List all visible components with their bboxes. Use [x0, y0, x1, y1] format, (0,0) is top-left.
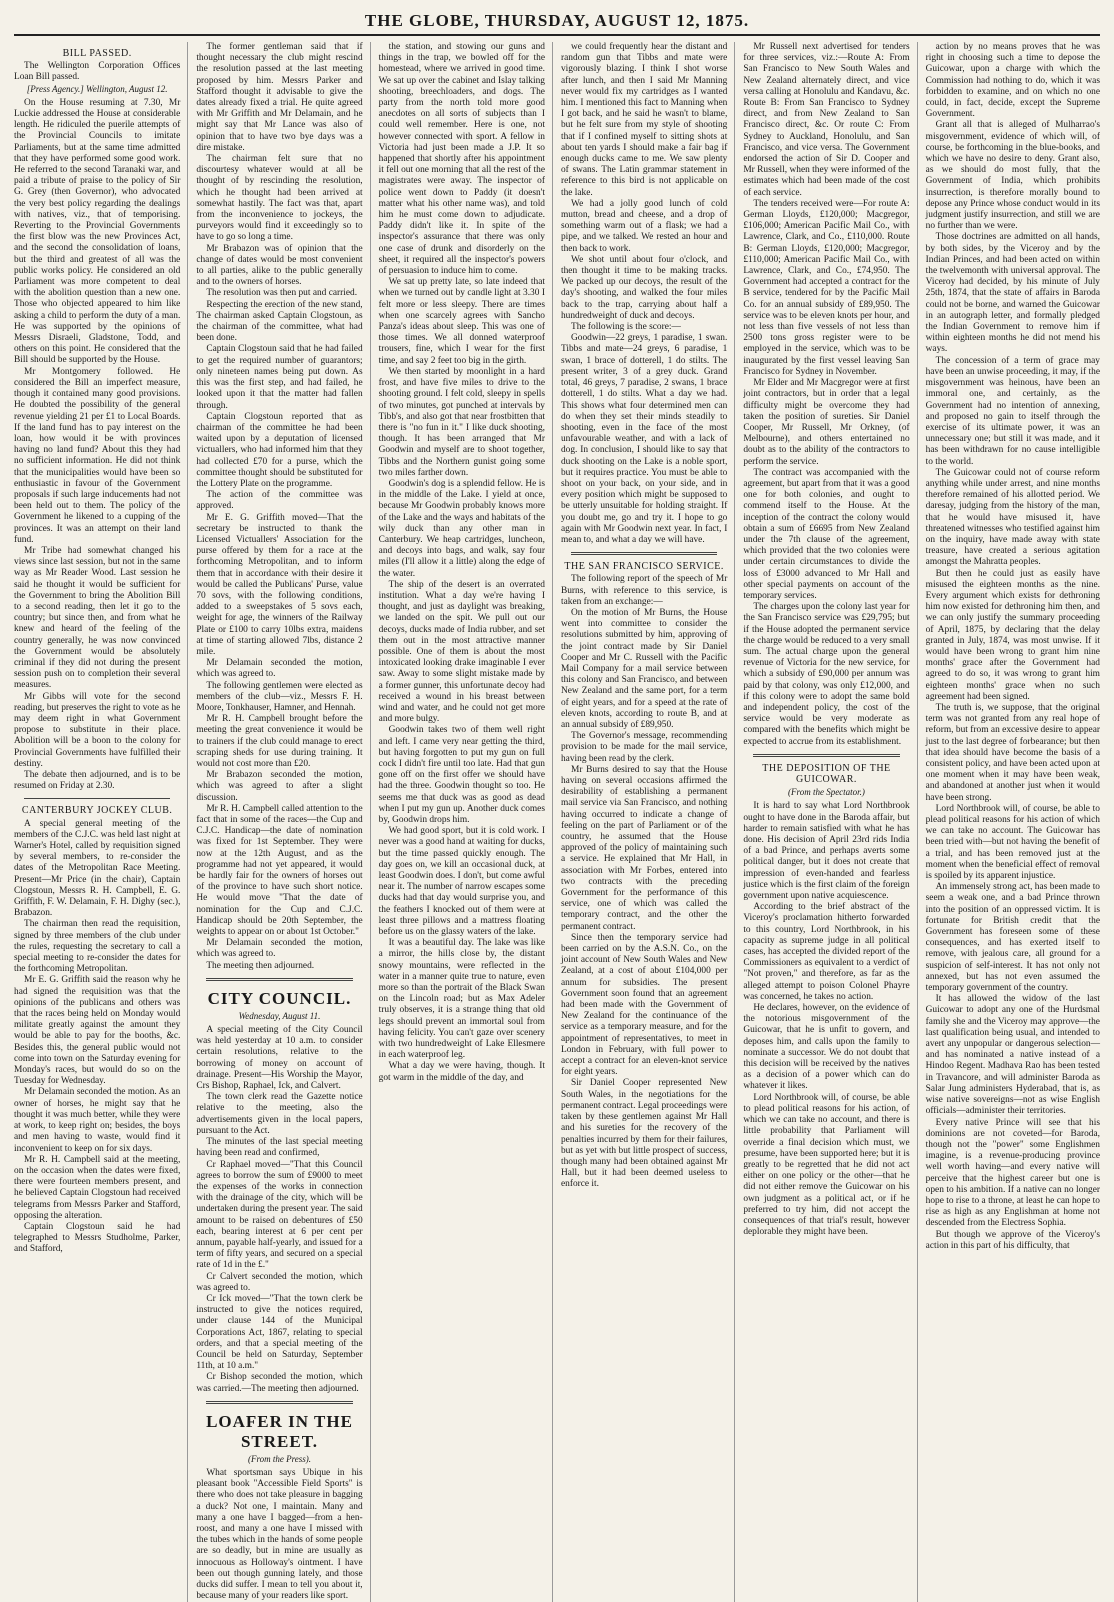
- article-paragraph: It has allowed the widow of the last Guicowar to adopt any one of the Hurdsmal family she and the Viceroy may approve—the last qualification being usual, and intended to avert any unpopular or dangerous selection—and has nominated a native instead of a Hindoo Regent. Madhava Rao has been tested in Travancore, and will administer Baroda as Salar Jung administers Hyderabad, that is, as wise native sovereigns—not as wise English officials—administer their territories.: [925, 994, 1100, 1117]
- article-paragraph: The minutes of the last special meeting having been read and confirmed,: [196, 1137, 363, 1159]
- article-paragraph: But though we approve of the Viceroy's action in this part of his difficulty, that: [925, 1229, 1100, 1251]
- article-paragraph: The ship of the desert is an overrated institution. What a day we're having I thought, and just as daylight was breaking, we landed on the spit. We pull out our decoys, ducks made of India rubber, and set them out in the most attractive manner possible. One of them is about the most intoxicated looking drake imaginable I ever saw. Away to some slight mistake made by a former gunner, this unfortunate decoy had received a wound in his breast between wind and water, and he could not get more and more bulgy.: [378, 579, 545, 725]
- article-paragraph: The tenders received were—For route A: German Lloyds, £120,000; Macgregor, £106,000; American Pacific Mail Co., with Lawrence, Clark, and Co., £110,000. Route B: German Lloyds, £120,000; Macgregor, £110,000; American Pacific Mail Co., with Lawrence, Clark, and Co., £74,950. The Government had accepted a contract for the B service, tendered for by the Pacific Mail Co. for an annual subsidy of £89,950. The service was to be eleven knots per hour, and not less than five vessels of not less than 2500 tons gross register were to be employed in the service, which was to be inaugurated by the first vessel leaving San Francisco for Sydney in November.: [743, 198, 910, 377]
- article-paragraph: Cr Calvert seconded the motion, which was agreed to.: [196, 1271, 363, 1293]
- article-paragraph: Since then the temporary service had been carried on by the A.S.N. Co., on the joint account of New South Wales and New Zealand, at a cost of about £104,000 per annum for subsidies. The present Government soon found that an agreement had been made with the Government of New Zealand for the continuance of the service as a temporary measure, and for the appointment of representatives, to meet in London in February, with full power to accept a contract for an eleven-knot service for eight years.: [560, 932, 728, 1078]
- article-paragraph: Goodwin—22 greys, 1 paradise, 1 swan. Tibbs and mate—24 greys, 6 paradise, 1 swan, 1 brace of dotterell, 1 do stilts. The present writer, 3 of a grey duck. Grand total, 46 greys, 7 paradise, 2 swans, 1 brace dotterell, 1 do stilts. What a day we had. This shows what four determined men can do when they set their minds steadily to shooting, even in the face of the most unfavourable weather, and with a lack of dog. In conclusion, I should like to say that duck shooting on the Lake is a noble sport, but it requires practice. You must be able to shoot on your back, on your side, and in every position which might be supposed to be utterly unsuitable for holding straight. If you doubt me, go and try it. I hope to go again with Mr Goodwin next year. In fact, I mean to, and what a day we will have.: [560, 333, 728, 545]
- article-paragraph: Grant all that is alleged of Mulharrao's misgovernment, evidence of which will, of course, be forthcoming in the blue-books, and which we have no desire to deny. Grant also, as we should do most fully, that the Government of India, which prohibits insurrection, is therefore morally bound to depose any Prince whose conduct would in its judgment justify insurrection, and still we are no further than we were.: [925, 120, 1100, 232]
- article-paragraph: Captain Clogstoun said he had telegraphed to Messrs Studholme, Parker, and Stafford,: [14, 1221, 181, 1255]
- article-headline: BILL PASSED.: [62, 48, 132, 59]
- article-paragraph: Mr R. H. Campbell brought before the meeting the great convenience it would be to trainers if the club could manage to erect scraping sheds for use during training. It would not cost more than £20.: [196, 714, 363, 769]
- article-paragraph: Cr Raphael moved—"That this Council agrees to borrow the sum of £9000 to meet the expenses of the works in connection with the drainage of the city, which will be undertaken during the present year. The said amount to be raised on debentures of £50 each, bearing interest at 6 per cent per annum, payable half-yearly, and issued for a term of fifty years, and secured on a special rate of 1d in the £.": [196, 1159, 363, 1271]
- article-paragraph: The Governor's message, recommending provision to be made for the mail service, having been read by the clerk.: [560, 731, 728, 764]
- article-paragraph: Cr Bishop seconded the motion, which was carried.—The meeting then adjourned.: [196, 1372, 363, 1394]
- article-paragraph: He declares, however, on the evidence of the notorious misgovernment of the Guicowar, that he is unfit to govern, and deposes him, and calls upon the family to nominate a successor. We do not doubt that this decision will be received by the natives as a decision of a power which can do whatever it likes.: [743, 1003, 910, 1092]
- article-paragraph: Lord Northbrook will, of course, be able to plead political reasons for his action of which we can take no account. The Guicowar has been tried with—but not having the benefit of a trial, and has been removed just at the moment when the beneficial effect of removal is spoiled by its apparent injustice.: [925, 803, 1100, 882]
- article-paragraph: The action of the committee was approved.: [196, 490, 363, 512]
- article-paragraph: The debate then adjourned, and is to be resumed on Friday at 2.30.: [14, 770, 181, 792]
- article-paragraph: A special general meeting of the members of the C.J.C. was held last night at Warner's Hotel, called by requisition signed by several members, to re-consider the dates of the Metropolitan Race Meeting. Present—Mr Price (in the chair), Captain Clogstoun, Messrs R. H. Campbell, E. G. Griffith, F. W. Delamain, F. H. Dighy (sec.), Brabazon.: [14, 818, 181, 919]
- column-4: [561, 42, 735, 1602]
- article-paragraph: According to the brief abstract of the Viceroy's proclamation hitherto forwarded to this country, Lord Northbrook, in his capacity as supreme judge in all political cases, has accepted the divided report of the Commissioners as equivalent to a verdict of "Not proven," and therefore, as far as the alleged attempt to poison Colonel Phayre was concerned, he takes no action.: [743, 902, 910, 1002]
- article-paragraph: The concession of a term of grace may have been an unwise proceeding, it may, if the misgovernment was heinous, have been an immoral one, and certainly, as the Government had no intention of annexing, and proposed no gain to itself through the exercise of its ultimate power, it was an unnecessary one; but still it was made, and it has been withdrawn for no cause intelligible to the world.: [925, 355, 1100, 467]
- article-paragraph: But then he could just as easily have misused the eighteen months as the nine. Every argument which exists for dethroning him now existed for dethroning him then, and we can only justify the summary proceeding of April, 1875, by declaring that the delay granted in July, 1874, was most unwise. If it would have been wrong to grant him nine months' grace after the Government had agreed to do so, it was wrong to grant him eighteen months' grace when no such agreement had been signed.: [925, 568, 1100, 702]
- article-paragraph: Mr Burns desired to say that the House having on several occasions affirmed the desirability of establishing a permanent mail service via San Francisco, and nothing having occurred to indicate a change of feeling on the part of Parliament or of the country, he assumed that the House approved of the policy of maintaining such a service. He explained that Mr Hall, in association with Mr Forbes, entered into two contracts with the preceding Government for the performance of this service, one of which was called the temporary contract, and the other the permanent contract.: [560, 764, 728, 932]
- article-paragraph: On the House resuming at 7.30, Mr Luckie addressed the House at considerable length. He ridiculed the puerile attempts of the Provincial Councils to imitate Parliaments, but at the same time admitted that they have performed some good work. He referred to the second Taranaki war, and paid a tribute of praise to the policy of Sir G. Grey (then Governor), who advocated the very best policy regarding the dealings with natives, viz., that of temporising. Reverting to the Provincial Governments the first blow was the new Provinces Act, and the second the consolidation of loans, but the third and greatest of all was the public works policy. He considered an old Parliament was more competent to deal with the abolition question than a new one. Those who objected appeared to him like asking a child to perform the duty of a man. He was supported by the opinions of Messrs Disraeli, Gladstone, Todd, and others on this point. He considered that the Bill should be supported by the House.: [14, 97, 181, 366]
- article-paragraph: Respecting the erection of the new stand, The chairman asked Captain Clogstoun, as the chairman of the committee, what had been done.: [196, 299, 363, 344]
- article-paragraph: Captain Clogstoun reported that as chairman of the committee he had been waited upon by a deputation of licensed victuallers, who had informed him that they had collected £70 for a purse, which the committee thought should be substituted for the Lottery Plate on the programme.: [196, 411, 363, 489]
- article-paragraph: The Wellington Corporation Offices Loan Bill passed.: [14, 61, 181, 83]
- article-paragraph: action by no means proves that he was right in choosing such a time to depose the Guicowar, upon a charge with which the Commission had nothing to do, which it was forbidden to examine, and on which no one could, in fact, decide, except the Supreme Government.: [925, 42, 1100, 120]
- columns: [14, 42, 1100, 1602]
- article-paragraph: We sat up pretty late, so late indeed that when we turned out by candle light at 3.30 I felt more or less sleepy. There are times when one scarcely agrees with Sancho Panza's ideas about sleep. This was one of those times. We all donned waterproof trousers, fine, which I wear for the first time, and say 2 feet too big in the girth.: [378, 277, 545, 366]
- article-paragraph: On the motion of Mr Burns, the House went into committee to consider the resolutions submitted by him, approving of the joint contract made by Sir Daniel Cooper and Mr C. Russell with the Pacific Mail Company for a mail service between this colony and San Francisco, and between New Zealand and the same port, for a term of eight years, and for a speed at the rate of eleven knots, according to route B, and at an annual subsidy of £89,950.: [560, 607, 728, 730]
- article-paragraph: Mr Elder and Mr Macgregor were at first joint contractors, but in order that a legal difficulty might be overcome they had taken the position of sureties. Sir Daniel Cooper, Mr Russell, Mr Orkney, (of Melbourne), and others entertained no doubt as to the ability of the contractors to perform the service.: [743, 378, 910, 467]
- article-paragraph: The following gentlemen were elected as members of the club—viz., Messrs F. H. Moore, Tonkhauser, Hamner, and Hennah.: [196, 680, 363, 713]
- article-subheading: (From the Spectator.): [788, 787, 865, 798]
- article-subheading: (From the Press).: [247, 1453, 312, 1464]
- article-subheading: [Press Agency.] Wellington, August 12.: [26, 83, 168, 94]
- article-paragraph: Captain Clogstoun said that he had failed to get the required number of guarantors; only nineteen names being put down. As this was the first step, and had failed, he looked upon it that the matter had fallen through.: [196, 344, 363, 411]
- article-paragraph: A special meeting of the City Council was held yesterday at 10 a.m. to consider certain resolutions, relative to the borrowing of money on account of drainage. Present—His Worship the Mayor, Crs Bishop, Raphael, Ick, and Calvert.: [196, 1025, 363, 1092]
- divider: [206, 1401, 352, 1404]
- article-paragraph: The resolution was then put and carried.: [206, 288, 358, 299]
- article-paragraph: It was a beautiful day. The lake was like a mirror, the hills close by, the distant snowy mountains, were reflected in the water in a manner quite true to nature, even more so than the portrait of the Black Swan on the Lincoln road; but as Max Adeler truly observes, it is a strange thing that old legs should prevent an immortal soul from having felicity. You can't gaze over scenery with two hundredweight of Lake Ellesmere in each waterproof leg.: [378, 938, 545, 1061]
- article-paragraph: Mr R. H. Campbell said at the meeting, on the occasion when the dates were fixed, there were fourteen members present, and he believed Captain Clogstoun had received telegrams from Messrs Parker and Stafford, opposing the alteration.: [14, 1154, 181, 1221]
- article-paragraph: The chairman felt sure that no discourtesy whatever would at all be thought of by rescinding the resolution, which he thought had been arrived at somewhat hastily. The fact was that, apart from the inconvenience to jockeys, the purveyors would find it exceedingly so to have to go so long a time.: [196, 154, 363, 243]
- column-2: [196, 42, 370, 1602]
- article-paragraph: Mr Delamain seconded the motion. As an owner of horses, he might say that he thought it was much better, while they were at work, to keep right on; besides, the boys and men having to waste, would find it inconvenient to keep on for six days.: [14, 1087, 181, 1154]
- article-paragraph: Mr Tribe had somewhat changed his views since last session, but not in the same way as Mr Reader Wood. Last session he said he thought it would be sufficient for the Government to bring the Abolition Bill to a second reading, then let it go to the country; but since then, and from what he knew and heard of the feeling of the country generally, he was now convinced the Government would be absolutely criminal if they did not during the present session push on to completion their several measures.: [14, 545, 181, 691]
- article-paragraph: Mr Delamain seconded the motion, which was agreed to.: [196, 938, 363, 960]
- divider: [206, 978, 352, 981]
- article-paragraph: The contract was accompanied with the agreement, but apart from that it was a good one for both colonies, and ought to commend itself to the House. At the inception of the contract the colony would obtain a sum of £6695 from New Zealand under the 7th clause of the agreement, which provided that the two colonies were under certain circumstances to divide the loss of £3000 advanced to Mr Hall and other special payments on account of the temporary services.: [743, 467, 910, 601]
- article-paragraph: Mr E. G. Griffith moved—That the secretary be instructed to thank the Licensed Victuallers' Association for the purse offered by them for a race at the forthcoming Metropolitan, and to inform them that in accordance with their desire it would be called the Publicans' Purse, value 70 sovs, with the following conditions, added to a sweepstakes of 5 sovs each, weight for age, the winners of the Railway Plate or £100 to carry 10lbs extra, maidens at time of starting allowed 7lbs, distance 2 mile.: [196, 512, 363, 657]
- article-paragraph: We had a jolly good lunch of cold mutton, bread and cheese, and a drop of something warm out of a flask; we had a pipe, and we talked. We rested an hour and then back to work.: [560, 198, 728, 254]
- article-headline: CANTERBURY JOCKEY CLUB.: [21, 805, 173, 817]
- article-paragraph: We had good sport, but it is cold work. I never was a good hand at waiting for ducks, but the time passed quickly enough. The day goes on, we kill an occasional duck, at least Goodwin does. I don't, but come awful near it. The number of narrow escapes some ducks had that day would surprise you, and the feathers I knocked out of them were at least three pillows and a mattress floating before us on the glassy waters of the lake.: [378, 826, 545, 938]
- article-paragraph: The Guicowar could not of course reform anything while under arrest, and nine months therefore remained of his allotted period. We daresay, judging from the history of the man, that he would have misused it, have threatened witnesses who testified against him on the inquiry, have made away with state treasure, have created a serious agitation amongst the Mahratta peoples.: [925, 467, 1100, 568]
- article-paragraph: Mr Montgomery followed. He considered the Bill an imperfect measure, though it contained many good provisions. He doubted the possibility of the general revenue yielding 21 per £1 to Local Boards. If the land fund has to pay interest on the loan, how would it be with provinces having no land fund? About this they had no sufficient information. He did not think that the municipalities would have been so enthusiastic in favour of the Government proposals if such large inducements had not been held out to them. The policy of the Government he likened to a cupping of the provinces. It was an attempt on their land fund.: [14, 366, 181, 545]
- article-paragraph: Sir Daniel Cooper represented New South Wales, in the negotiations for the permanent contract. Legal proceedings were taken by these gentlemen against Mr Hall and his sureties for the recovery of the penalties incurred by them for their failures, but as yet with but little prospect of success, though many had been obtained against Mr Hall, but it had been deemed useless to enforce it.: [560, 1078, 728, 1190]
- article-paragraph: What sportsman says Ubique in his pleasant book "Accessible Field Sports" is there who does not take pleasure in bagging a duck? Not one, I maintain. Many and many a one have I bagged—from a hen-roost, and many a one have I missed with the tubes which in the hands of some people are so deadly, but in mine are usually as innocuous as Holloway's ointment. I have been out though gunning lately, and those ducks did suffer. I mean to tell you about it, because many of your readers like sport.: [196, 1467, 363, 1602]
- article-headline: THE DEPOSITION OF THE GUICOWAR.: [762, 762, 891, 785]
- article-subheading: Wednesday, August 11.: [238, 1010, 321, 1021]
- divider: [24, 798, 170, 799]
- masthead: THE GLOBE, THURSDAY, AUGUST 12, 1875.: [14, 8, 1100, 36]
- article-paragraph: Goodwin takes two of them well right and left. I came very near getting the third, but having forgotten to put my gun on full cock I didn't fire until too late. Had that gun gone off on the first offer we should have had the three. Goodwin thought so too. He seems me that duck was as good as dead when I put my gun up. Another duck comes by, Goodwin drops him.: [378, 725, 545, 826]
- column-6: [926, 42, 1100, 1602]
- article-paragraph: we could frequently hear the distant and random gun that Tibbs and mate were vigorously blazing. I think I shot worse after lunch, and then I said Mr Manning never would fix my cartridges as I wanted him. I mentioned this fact to Manning when I got back, and he said he wasn't to blame, but he felt sure from my style of shooting that if I confined myself to sitting shots at about ten yards I should make a fair bag if enough ducks came to me. We saw plenty of swans. The Latin grammar statement in reference to this bird is not applicable on the lake.: [560, 42, 728, 198]
- article-paragraph: We then started by moonlight in a hard frost, and have five miles to drive to the shooting ground. I felt cold, sleepy in spells of two minutes, got punched at intervals by Tibb's, and also got that near frostbitten that there is "no fun in it." I like duck shooting, though. It has been arranged that Mr Goodwin and myself are to shoot together, Tibbs and the Northern gunist going some two miles farther down.: [378, 366, 545, 478]
- divider: [753, 754, 899, 757]
- article-paragraph: The meeting then adjourned.: [206, 960, 315, 971]
- article-paragraph: It is hard to say what Lord Northbrook ought to have done in the Baroda affair, but harder to remain satisfied with what he has done. His decision of April 23rd rids India of a bad Prince, and perhaps averts some political danger, but it does not create that impression of even-handed and fearless justice which is the first claim of the foreign government upon native acquiescence.: [743, 801, 910, 902]
- divider: [571, 552, 717, 555]
- article-paragraph: The charges upon the colony last year for the San Francisco service was £29,795; but if the House adopted the permanent service the charge would be reduced to a very small sum. The actual charge upon the general revenue of Victoria for the new service, for which a subsidy of £90,000 per annum was paid by that colony, was only £12,000, and if this colony were to adopt the same bold and independent policy, the cost of the service would be very moderate as compared with the benefits which might be expected to accrue from its establishment.: [743, 602, 910, 747]
- article-paragraph: Cr Ick moved—"That the town clerk be instructed to give the notices required, under clause 144 of the Municipal Corporations Act, 1867, relating to special orders, and that a special meeting of the Council be held on Saturday, September 11th, at 10 a.m.": [196, 1293, 363, 1372]
- article-headline: LOAFER IN THE STREET.: [206, 1411, 353, 1451]
- article-paragraph: An immensely strong act, has been made to seem a weak one, and a bad Prince thrown into the position of an oppressed victim. It is fortunate for British credit that the Government has foreseen some of these consequences, and has exerted itself to remove, with jealous care, all ground for a suspicion of self-interest. It has not only not annexed, but has not even assumed the temporary government of the country.: [925, 882, 1100, 994]
- article-paragraph: Mr E. G. Griffith said the reason why he had signed the requisition was that the opinions of the publicans and others was that the races being held on Monday would militate greatly against the amount they would be able to pay for the booths, &c. Besides this, the general public would not come into town on the Saturday evening for Monday's races, but would do so on the Tuesday for Wednesday.: [14, 975, 181, 1087]
- article-paragraph: The truth is, we suppose, that the original term was not granted from any real hope of reform, but from an excessive desire to appear just to the last degree of forbearance; but then that idea should have become the basis of a consistent policy, and have been acted upon at one moment when it may have been weak, and abandoned at another just when it would have been strong.: [925, 702, 1100, 803]
- article-paragraph: Mr Brabazon seconded the motion, which was agreed to after a slight discussion.: [196, 770, 363, 803]
- article-paragraph: the station, and stowing our guns and things in the trap, we bowled off for the homestead, where we arrived in good time. We sat up over the cabinet and Islay talking shooting, breechloaders, and dogs. The party from the north told more good anecdotes on all sorts of subjects than I could well remember. Here is one, not however connected with sport. A fellow in Victoria had just been made a J.P. It so happened that shortly after his appointment it fell out one morning that all the rest of the magistrates were away. The inspector of police went down to Paddy (it doesn't matter what his other name was), and told him he must come down to adjudicate. Paddy didn't like it. In spite of the inspector's assurance that there was only one case of drunk and disorderly on the sheet, it required all the inspector's powers of persuasion to induce him to come.: [378, 42, 545, 277]
- article-paragraph: Goodwin's dog is a splendid fellow. He is in the middle of the Lake. I yield at once, because Mr Goodwin probably knows more of the Lake and the ways and habitats of the wily duck than any other man in Canterbury. We heap cartridges, luncheon, and decoys into bags, and walk, say four miles (I'll allow it a little) along the edge of the water.: [378, 478, 545, 579]
- article-headline: CITY COUNCIL.: [207, 988, 352, 1008]
- article-paragraph: Every native Prince will see that his dominions are not coveted—for Baroda, though not the "power" some Englishmen imagine, is a revenue-producing province well worth having—and every native will perceive that the highest career but one is open to his ambition. If a native can no longer hope to rise to a throne, at least he can hope to rise as high as any Englishman at home not descended from the Electress Sophia.: [925, 1117, 1100, 1229]
- article-headline: THE SAN FRANCISCO SERVICE.: [564, 561, 724, 573]
- article-paragraph: What a day we were having, though. It got warm in the middle of the day, and: [378, 1061, 545, 1083]
- article-paragraph: Mr Gibbs will vote for the second reading, but preserves the right to vote as he may deem right in what Government propose to substitute in their place. Abolition will be a boon to the colony for Provincial Governments have fulfilled their destiny.: [14, 691, 181, 769]
- article-paragraph: The town clerk read the Gazette notice relative to the meeting, also the advertisements given in the local papers, pursuant to the Act.: [196, 1092, 363, 1136]
- article-paragraph: The chairman then read the requisition, signed by three members of the club under the rules, requesting the secretary to call a special meeting to re-consider the dates for the forthcoming Metropolitan.: [14, 919, 181, 975]
- article-paragraph: Mr Brabazon was of opinion that the change of dates would be most convenient to all parties, alike to the public generally and to the owners of horses.: [196, 243, 363, 288]
- article-paragraph: Lord Northbrook will, of course, be able to plead political reasons for his action, of which we can take no account, and there is little probability that Parliament will override a final decision which must, we presume, have been supported here; but it is greatly to be regretted that he did not act either on one policy or the other—that he did not either remove the Guicowar on his own judgment as a political act, or if he preferred to try him, did not accept the consequences of that trial's result, however deplorable they might have been.: [743, 1092, 910, 1238]
- column-5: [743, 42, 917, 1602]
- column-1: [14, 42, 188, 1602]
- article-paragraph: Mr Delamain seconded the motion, which was agreed to.: [196, 658, 363, 680]
- article-paragraph: Those doctrines are admitted on all hands, by both sides, by the Viceroy and by the Indian Princes, and had been acted on within the twelvemonth with universal approval. The Viceroy had decided, by his minute of July 25th, 1874, that the state of affairs in Baroda could not be borne, and warned the Guicowar in an autograph letter, and formally pledged the Indian Government to remove him if within eighteen months he did not mend his ways.: [925, 232, 1100, 355]
- article-paragraph: We shot until about four o'clock, and then thought it time to be making tracks. We packed up our decoys, the result of the day's shooting, and walked the four miles back to the trap, carrying about half a hundredweight of duck and decoys.: [560, 254, 728, 321]
- article-paragraph: Mr R. H. Campbell called attention to the fact that in some of the races—the Cup and C.J.C. Handicap—the date of nomination was fixed for 1st September. They were now at the 12th August, and as the programme had not yet appeared, it would be hardly fair for the owners of horses out of the province to have such short notice. He would move "That the date of nomination for the Cup and C.J.C. Handicap should be 20th September, the weights to appear on or about 1st October.": [196, 803, 363, 938]
- column-3: [379, 42, 553, 1602]
- article-paragraph: The following report of the speech of Mr Burns, with reference to this service, is taken from an exchange:—: [560, 574, 728, 607]
- article-paragraph: The following is the score:—: [570, 322, 681, 333]
- article-paragraph: Mr Russell next advertised for tenders for three services, viz.:—Route A: From San Francisco to New South Wales and New Zealand alternately direct, and vice versa calling at Honolulu and Kandavu, &c. Route B: From San Francisco to Sydney direct, and from New Zealand to San Francisco direct, &c. Or route C: From Sydney to Auckland, Honolulu, and San Francisco, and vice versa. The Government endorsed the action of Sir D. Cooper and Mr Russell, when they were informed of the estimates which had been made of the cost of each service.: [743, 42, 910, 198]
- article-paragraph: The former gentleman said that if thought necessary the club might rescind the resolution passed at the last meeting proposed by him. Messrs Parker and Stafford thought it advisable to give the dates already fixed a trial. He quite agreed with Mr Griffith and Mr Delamain, and he might say that Mr Lance was also of opinion that to have two bye days was a dire mistake.: [196, 42, 363, 153]
